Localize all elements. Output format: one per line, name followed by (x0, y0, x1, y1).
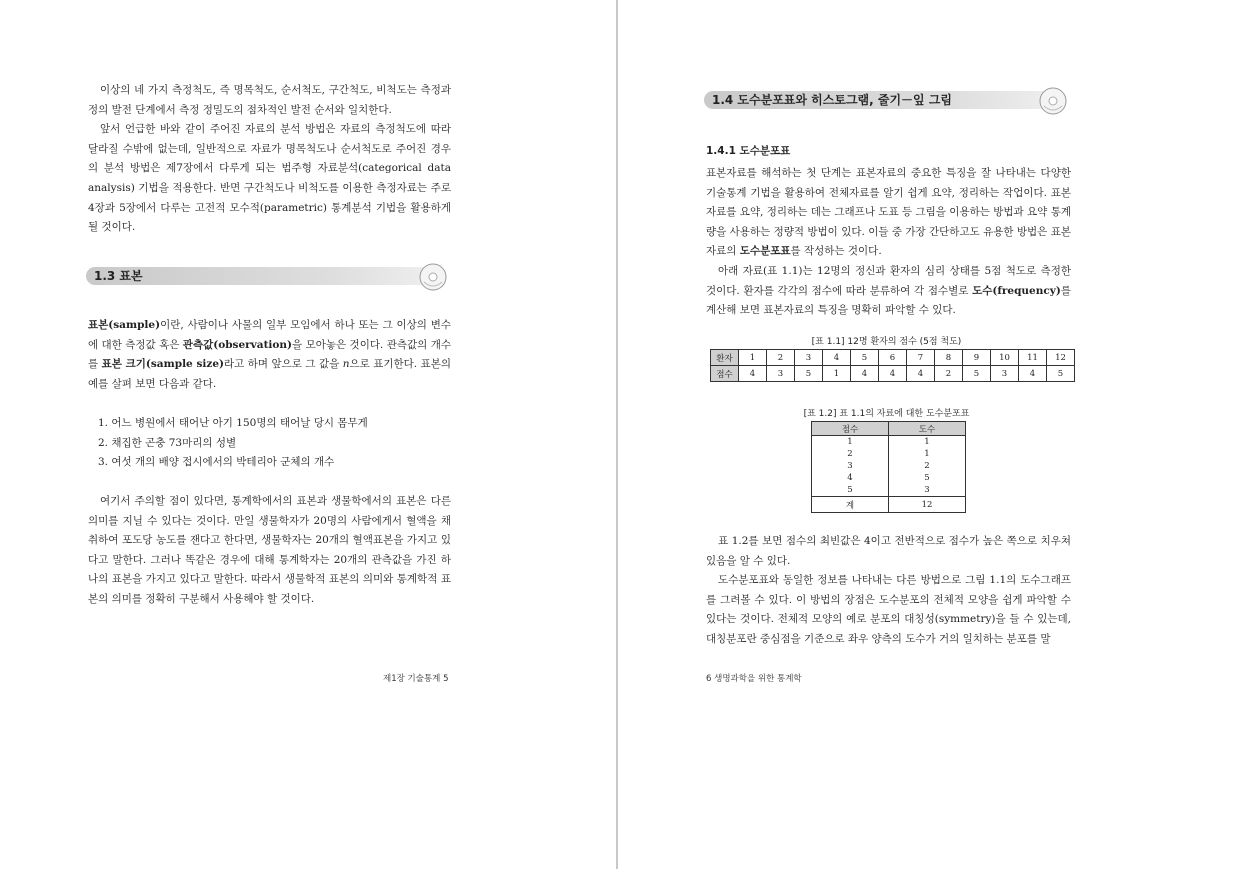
term-observation: 관측값(observation) (182, 338, 293, 351)
left-page (0, 0, 616, 869)
row-label: 환자 (711, 350, 739, 366)
paragraph-mode: 표 1.2를 보면 점수의 최빈값은 4이고 전반적으로 점수가 높은 쪽으로 치우쳐 있음을 알 수 있다. 도수분포표와 동일한 정보를 나타내는 다른 방법으로 그림 1.1의 도수그래프를 그려볼 수 있다. 이 방법의 장점은 도수분포의 전체적 모양을 쉽게 파악할 수 있다는 것이다. 전체적 모양의 예로 분포의 대칭성(symmetry)을 들 수 있는데, 대칭분포란 중심점을 기준으로 좌우 양측의 도수가 거의 일치하는 분포를 말 (706, 535, 1071, 645)
definition-text-d: 으로 표기한다. 표본의 예를 살펴 보면 다음과 같다. (88, 358, 451, 390)
table-row: 5 3 (812, 484, 966, 497)
term-frequency: 도수(frequency) (972, 284, 1061, 297)
table-1-2 (811, 421, 966, 513)
intro-paragraph-2: 앞서 언급한 바와 같이 주어진 자료의 분석 방법은 자료의 측정척도에 따라 달라질 수밖에 없는데, 일반적으로 자료가 명목척도나 순서척도로 주어진 경우의 분석 방법은 제7장에서 다루게 되는 범주형 자료분석(categorical data analysis) 기법을 적용한다. 반면 구간척도나 비척도를 이용한 측정자료는 주로 4장과 5장에서 다루는 고전적 모수적(parametric) 통계분석 기법을 활용하게 될 것이다. (88, 123, 451, 234)
definition-paragraph (88, 316, 451, 394)
table-row: 1 1 (812, 436, 966, 449)
section-heading-1-3 (86, 267, 438, 285)
definition-text-b: 을 모아놓은 것이다. 관측값의 개수를 (88, 338, 451, 371)
definition-text-a: 이란, 사람이나 사물의 일부 모임에서 하나 또는 그 이상의 변수에 대한 측정값 혹은 (88, 319, 451, 351)
paragraph-intro: 표본자료를 해석하는 첫 단계는 표본자료의 중요한 특징을 잘 나타내는 다양한 기술통계 기법을 활용하여 전체자료를 알기 쉽게 요약, 정리하는 작업이다. 표본자료를 요약, 정리하는 데는 그래프나 도표 등 그림을 이용하는 방법과 요약 통계량을 사용하는 정량적 방법이 있다. 이들 중 가장 간단하고도 유용한 방법은 표본자료의 도수분포표를 작성하는 것이다. 아래 자료(표 1.1)는 12명의 정신과 환자의 심리 상태를 5점 척도로 측정한 것이다. 환자를 각각의 점수에 따라 분류하여 각 점수별로 도수(frequency)를 계산해 보면 표본자료의 특징을 명확히 파악할 수 있다. (706, 167, 1071, 317)
table-1-1 (710, 349, 1075, 382)
list-item: 2. 채집한 곤충 73마리의 성별 (98, 436, 237, 449)
subsection-title: 1.4.1 도수분포표 (706, 145, 791, 157)
cd-disc-icon (418, 262, 448, 292)
row-label: 점수 (711, 366, 739, 382)
list-item: 1. 어느 병원에서 태어난 아기 150명의 태어날 당시 몸무게 (98, 417, 368, 429)
page-footer-left: 제1장 기술통계 5 (383, 674, 449, 684)
table-1-1-caption: [표 1.1] 12명 환자의 점수 (5점 척도) (811, 337, 962, 347)
table-row: 2 1 (812, 448, 966, 460)
right-page (618, 0, 1234, 869)
table-row: 3 2 (812, 460, 966, 472)
section-heading-1-4 (704, 91, 1058, 109)
example-list (98, 414, 448, 473)
section-title: 1.4 도수분포표와 히스토그램, 줄기－잎 그림 (712, 93, 953, 107)
intro-text (88, 81, 451, 238)
table-row: 점수 4 3 5 1 4 4 4 2 5 3 4 5 (711, 366, 1075, 382)
list-item: 3. 여섯 개의 배양 접시에서의 박테리아 군체의 개수 (98, 456, 335, 469)
table-1-2-caption: [표 1.2] 표 1.1의 자료에 대한 도수분포표 (803, 409, 970, 419)
term-frequency-table: 도수분포표 (739, 245, 791, 258)
column-header: 도수 (889, 422, 966, 436)
term-sample-size: 표본 크기(sample size) (101, 358, 225, 371)
cd-disc-icon (1038, 86, 1068, 116)
section-title: 1.3 표본 (94, 269, 143, 283)
table-row: 4 5 (812, 472, 966, 484)
page-footer-right: 6 생명과학을 위한 통계학 (706, 674, 802, 684)
column-header: 점수 (812, 422, 889, 436)
closing-paragraph: 여기서 주의할 점이 있다면, 통계학에서의 표본과 생물학에서의 표본은 다른 의미를 지닐 수 있다는 것이다. 만일 생물학자가 20명의 사람에게서 혈액을 채취하여 포도당 농도를 잰다고 한다면, 생물학자는 20개의 혈액표본을 가지고 있다고 말한다. 그러나 똑같은 경우에 대해 통계학자는 20개의 관측값을 가진 하나의 표본을 가지고 있다고 말한다. 따라서 생물학적 표본의 의미와 통계학적 표본의 의미를 정확히 구분해서 사용해야 할 것이다. (88, 495, 451, 605)
intro-paragraph-1: 이상의 네 가지 측정척도, 즉 명목척도, 순서척도, 구간척도, 비척도는 측정과 정의 발전 단계에서 측정 정밀도의 점차적인 발전 순서와 일치한다. (88, 84, 451, 116)
symbol-n: n (342, 358, 350, 371)
definition-text-c: 라고 하며 앞으로 그 값을 (224, 358, 343, 371)
table-row: 환자 1 2 3 4 5 6 7 8 9 10 11 12 (711, 350, 1075, 366)
term-sample: 표본(sample) (88, 319, 161, 331)
table-total-row: 계 12 (812, 497, 966, 513)
table-header-row (812, 422, 966, 436)
